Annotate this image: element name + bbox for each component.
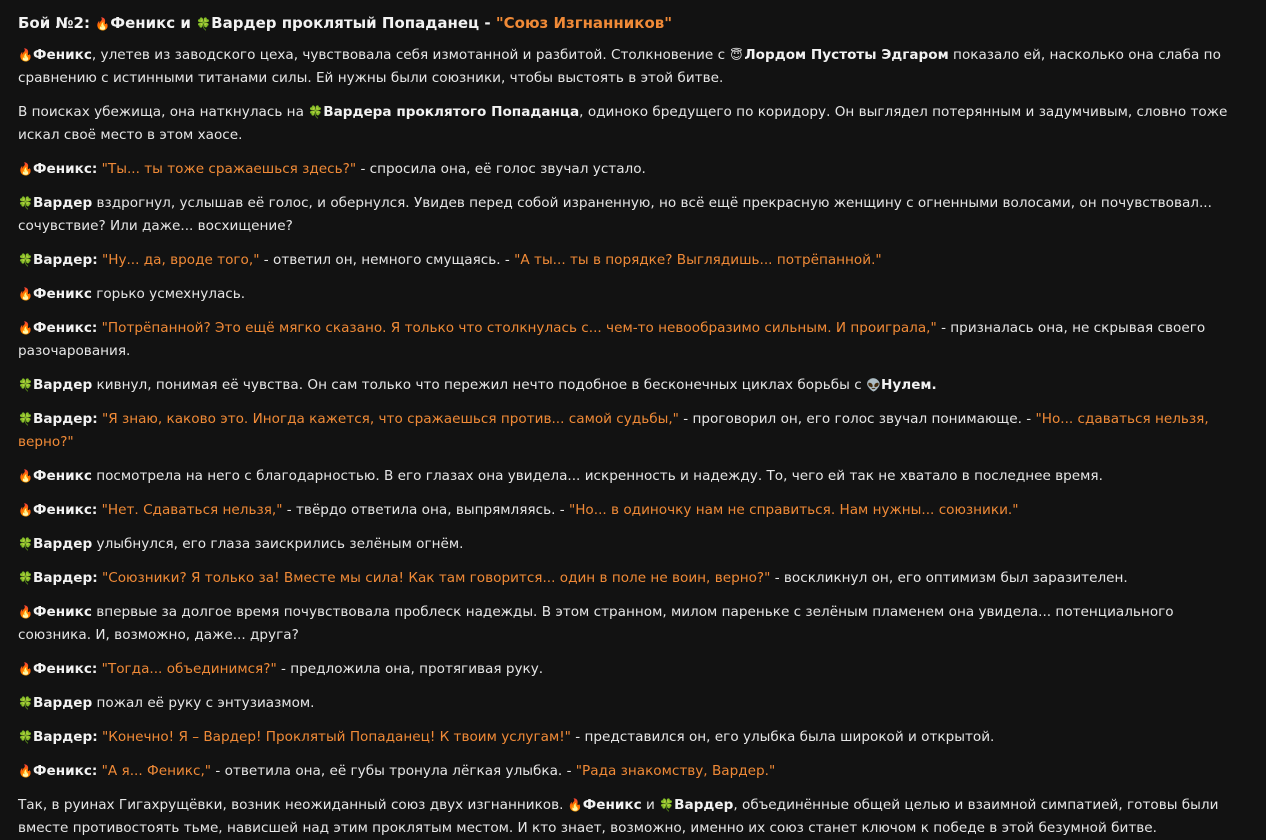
- speaker-name: Феникс:: [33, 320, 98, 336]
- quote-text: "Но... в одиночку нам не справиться. Нам нужны... союзники.": [568, 502, 1019, 518]
- narration-text: и: [641, 797, 660, 813]
- character-name: Вардера проклятого Попаданца: [323, 104, 580, 120]
- narration-text: , объединённые общей целью и взаимной симпатией, готовы были вместе противостоять тьме, нависшей над этим проклятым местом. И кто знает, возможно, именно их союз станет ключом к победе в этой безумной битве.: [18, 797, 1219, 836]
- clover-icon: 🍀: [659, 798, 675, 812]
- dialogue-line: [18, 567, 1248, 590]
- narration-text: - призналась она, не скрывая своего разочарования.: [18, 320, 1206, 359]
- title-union: "Союз Изгнанников": [495, 14, 673, 32]
- clover-icon: 🍀: [18, 730, 33, 744]
- speaker-name: Вардер:: [33, 570, 98, 586]
- narration-text: посмотрела на него с благодарностью. В его глазах она увидела... искренность и надежду. То, чего ей так не хватало в последнее время.: [91, 468, 1103, 484]
- face-icon: 😇: [730, 48, 743, 62]
- fire-icon: 🔥: [18, 503, 33, 517]
- fire-icon: 🔥: [18, 662, 33, 676]
- fire-icon: 🔥: [18, 287, 33, 301]
- fire-icon: 🔥: [18, 321, 33, 335]
- narration-text: - воскликнул он, его оптимизм был заразителен.: [770, 570, 1128, 586]
- quote-text: "Я знаю, каково это. Иногда кажется, что сражаешься против... самой судьбы,": [101, 411, 679, 427]
- dialogue-line: [18, 249, 1248, 272]
- narration-text: - ответила она, её губы тронула лёгкая улыбка. -: [211, 763, 576, 779]
- character-name: Вардер: [33, 695, 93, 711]
- speaker-name: Феникс:: [33, 763, 98, 779]
- fire-icon: 🔥: [18, 162, 33, 176]
- fire-icon: 🔥: [18, 605, 33, 619]
- character-name: Вардер: [33, 195, 93, 211]
- fire-icon: 🔥: [18, 469, 33, 483]
- paragraph: [18, 192, 1248, 238]
- narration-text: - предложила она, протягивая руку.: [276, 661, 544, 677]
- title-prefix: Бой №2:: [18, 14, 96, 32]
- paragraph: [18, 692, 1248, 715]
- paragraph: [18, 101, 1248, 147]
- narration-text: - спросила она, её голос звучал устало.: [356, 161, 646, 177]
- clover-icon: 🍀: [18, 571, 33, 585]
- narration-text: , улетев из заводского цеха, чувствовала себя измотанной и разбитой. Столкновение с: [91, 47, 730, 63]
- dialogue-line: [18, 726, 1248, 749]
- narration-text: Так, в руинах Гигахрущёвки, возник неожиданный союз двух изгнанников.: [18, 797, 568, 813]
- title-varder: Вардер проклятый Попаданец: [211, 14, 480, 32]
- narration-text: вздрогнул, услышав её голос, и обернулся. Увидев перед собой израненную, но всё ещё прекрасную женщину с огненными волосами, он почувствовал... сочувствие? Или даже... восхищение?: [18, 195, 1212, 234]
- alien-icon: 👽: [866, 378, 881, 392]
- paragraph: [18, 794, 1248, 840]
- character-name: Феникс: [33, 47, 92, 63]
- clover-icon: 🍀: [196, 17, 212, 31]
- dialogue-line: [18, 317, 1248, 363]
- quote-text: "Нет. Сдаваться нельзя,": [101, 502, 283, 518]
- narration-text: - ответил он, немного смущаясь. -: [259, 252, 515, 268]
- narration-text: - представился он, его улыбка была широкой и открытой.: [570, 729, 995, 745]
- speaker-name: Вардер:: [33, 252, 98, 268]
- clover-icon: 🍀: [18, 253, 33, 267]
- clover-icon: 🍀: [18, 196, 33, 210]
- character-name: Вардер: [33, 377, 93, 393]
- quote-text: "Союзники? Я только за! Вместе мы сила! Как там говорится... один в поле не воин, верно?": [101, 570, 771, 586]
- speaker-name: Феникс:: [33, 161, 98, 177]
- clover-icon: 🍀: [18, 537, 33, 551]
- fire-icon: 🔥: [567, 798, 583, 812]
- quote-text: "Ну... да, вроде того,": [101, 252, 260, 268]
- dialogue-line: [18, 760, 1248, 783]
- speaker-name: Феникс:: [33, 661, 98, 677]
- character-name: Феникс: [582, 797, 642, 813]
- title-phoenix: Феникс: [110, 14, 176, 32]
- narration-text: , одиноко бредущего по коридору. Он выглядел потерянным и задумчивым, словно тоже искал своё место в этом хаосе.: [18, 104, 1228, 143]
- paragraph: [18, 465, 1248, 488]
- narration-text: улыбнулся, его глаза заискрились зелёным огнём.: [92, 536, 464, 552]
- title-dash: -: [479, 14, 496, 32]
- quote-text: "Но... сдаваться нельзя, верно?": [18, 411, 1209, 450]
- quote-text: "Потрёпанной? Это ещё мягко сказано. Я только что столкнулась с... чем-то невообразимо сильным. И проиграла,": [101, 320, 937, 336]
- narration-text: горько усмехнулась.: [91, 286, 246, 302]
- quote-text: "Ты... ты тоже сражаешься здесь?": [101, 161, 357, 177]
- dialogue-line: [18, 658, 1248, 681]
- speaker-name: Феникс:: [33, 502, 98, 518]
- fire-icon: 🔥: [95, 17, 111, 31]
- clover-icon: 🍀: [308, 105, 324, 119]
- character-name: Феникс: [33, 604, 92, 620]
- clover-icon: 🍀: [18, 378, 33, 392]
- character-name: Нулем.: [881, 377, 937, 393]
- narration-text: - твёрдо ответила она, выпрямляясь. -: [282, 502, 569, 518]
- narration-text: показало ей, насколько она слаба по сравнению с истинными титанами силы. Ей нужны были союзники, чтобы выстоять в этой битве.: [18, 47, 1221, 86]
- paragraph: [18, 283, 1248, 306]
- narration-text: - проговорил он, его голос звучал понимающе. -: [678, 411, 1036, 427]
- quote-text: "Конечно! Я – Вардер! Проклятый Попаданец! К твоим услугам!": [101, 729, 571, 745]
- quote-text: "А я... Феникс,": [101, 763, 212, 779]
- narration-text: кивнул, понимая её чувства. Он сам только что пережил нечто подобное в бесконечных циклах борьбы с: [92, 377, 866, 393]
- paragraph: [18, 533, 1248, 556]
- dialogue-line: [18, 408, 1248, 454]
- character-name: Феникс: [33, 468, 92, 484]
- dialogue-line: [18, 499, 1248, 522]
- dialogue-line: [18, 158, 1248, 181]
- quote-text: "Рада знакомству, Вардер.": [575, 763, 776, 779]
- clover-icon: 🍀: [18, 696, 33, 710]
- character-name: Вардер: [674, 797, 734, 813]
- clover-icon: 🍀: [18, 412, 33, 426]
- story-title: [18, 11, 1248, 35]
- narration-text: пожал её руку с энтузиазмом.: [92, 695, 315, 711]
- character-name: Вардер: [33, 536, 93, 552]
- quote-text: "А ты... ты в порядке? Выглядишь... потрёпанной.": [514, 252, 882, 268]
- character-name: Лордом Пустоты Эдгаром: [744, 47, 949, 63]
- narration-text: В поисках убежища, она наткнулась на: [18, 104, 309, 120]
- character-name: Феникс: [33, 286, 92, 302]
- fire-icon: 🔥: [18, 764, 33, 778]
- speaker-name: Вардер:: [33, 729, 98, 745]
- title-and: и: [175, 14, 197, 32]
- paragraph: [18, 601, 1248, 647]
- paragraph: [18, 374, 1248, 397]
- narration-text: впервые за долгое время почувствовала проблеск надежды. В этом странном, милом пареньке с зелёным пламенем она увидела... потенциального союзника. И, возможно, даже... друга?: [18, 604, 1174, 643]
- paragraph: [18, 44, 1248, 90]
- fire-icon: 🔥: [18, 48, 33, 62]
- quote-text: "Тогда... объединимся?": [101, 661, 277, 677]
- speaker-name: Вардер:: [33, 411, 98, 427]
